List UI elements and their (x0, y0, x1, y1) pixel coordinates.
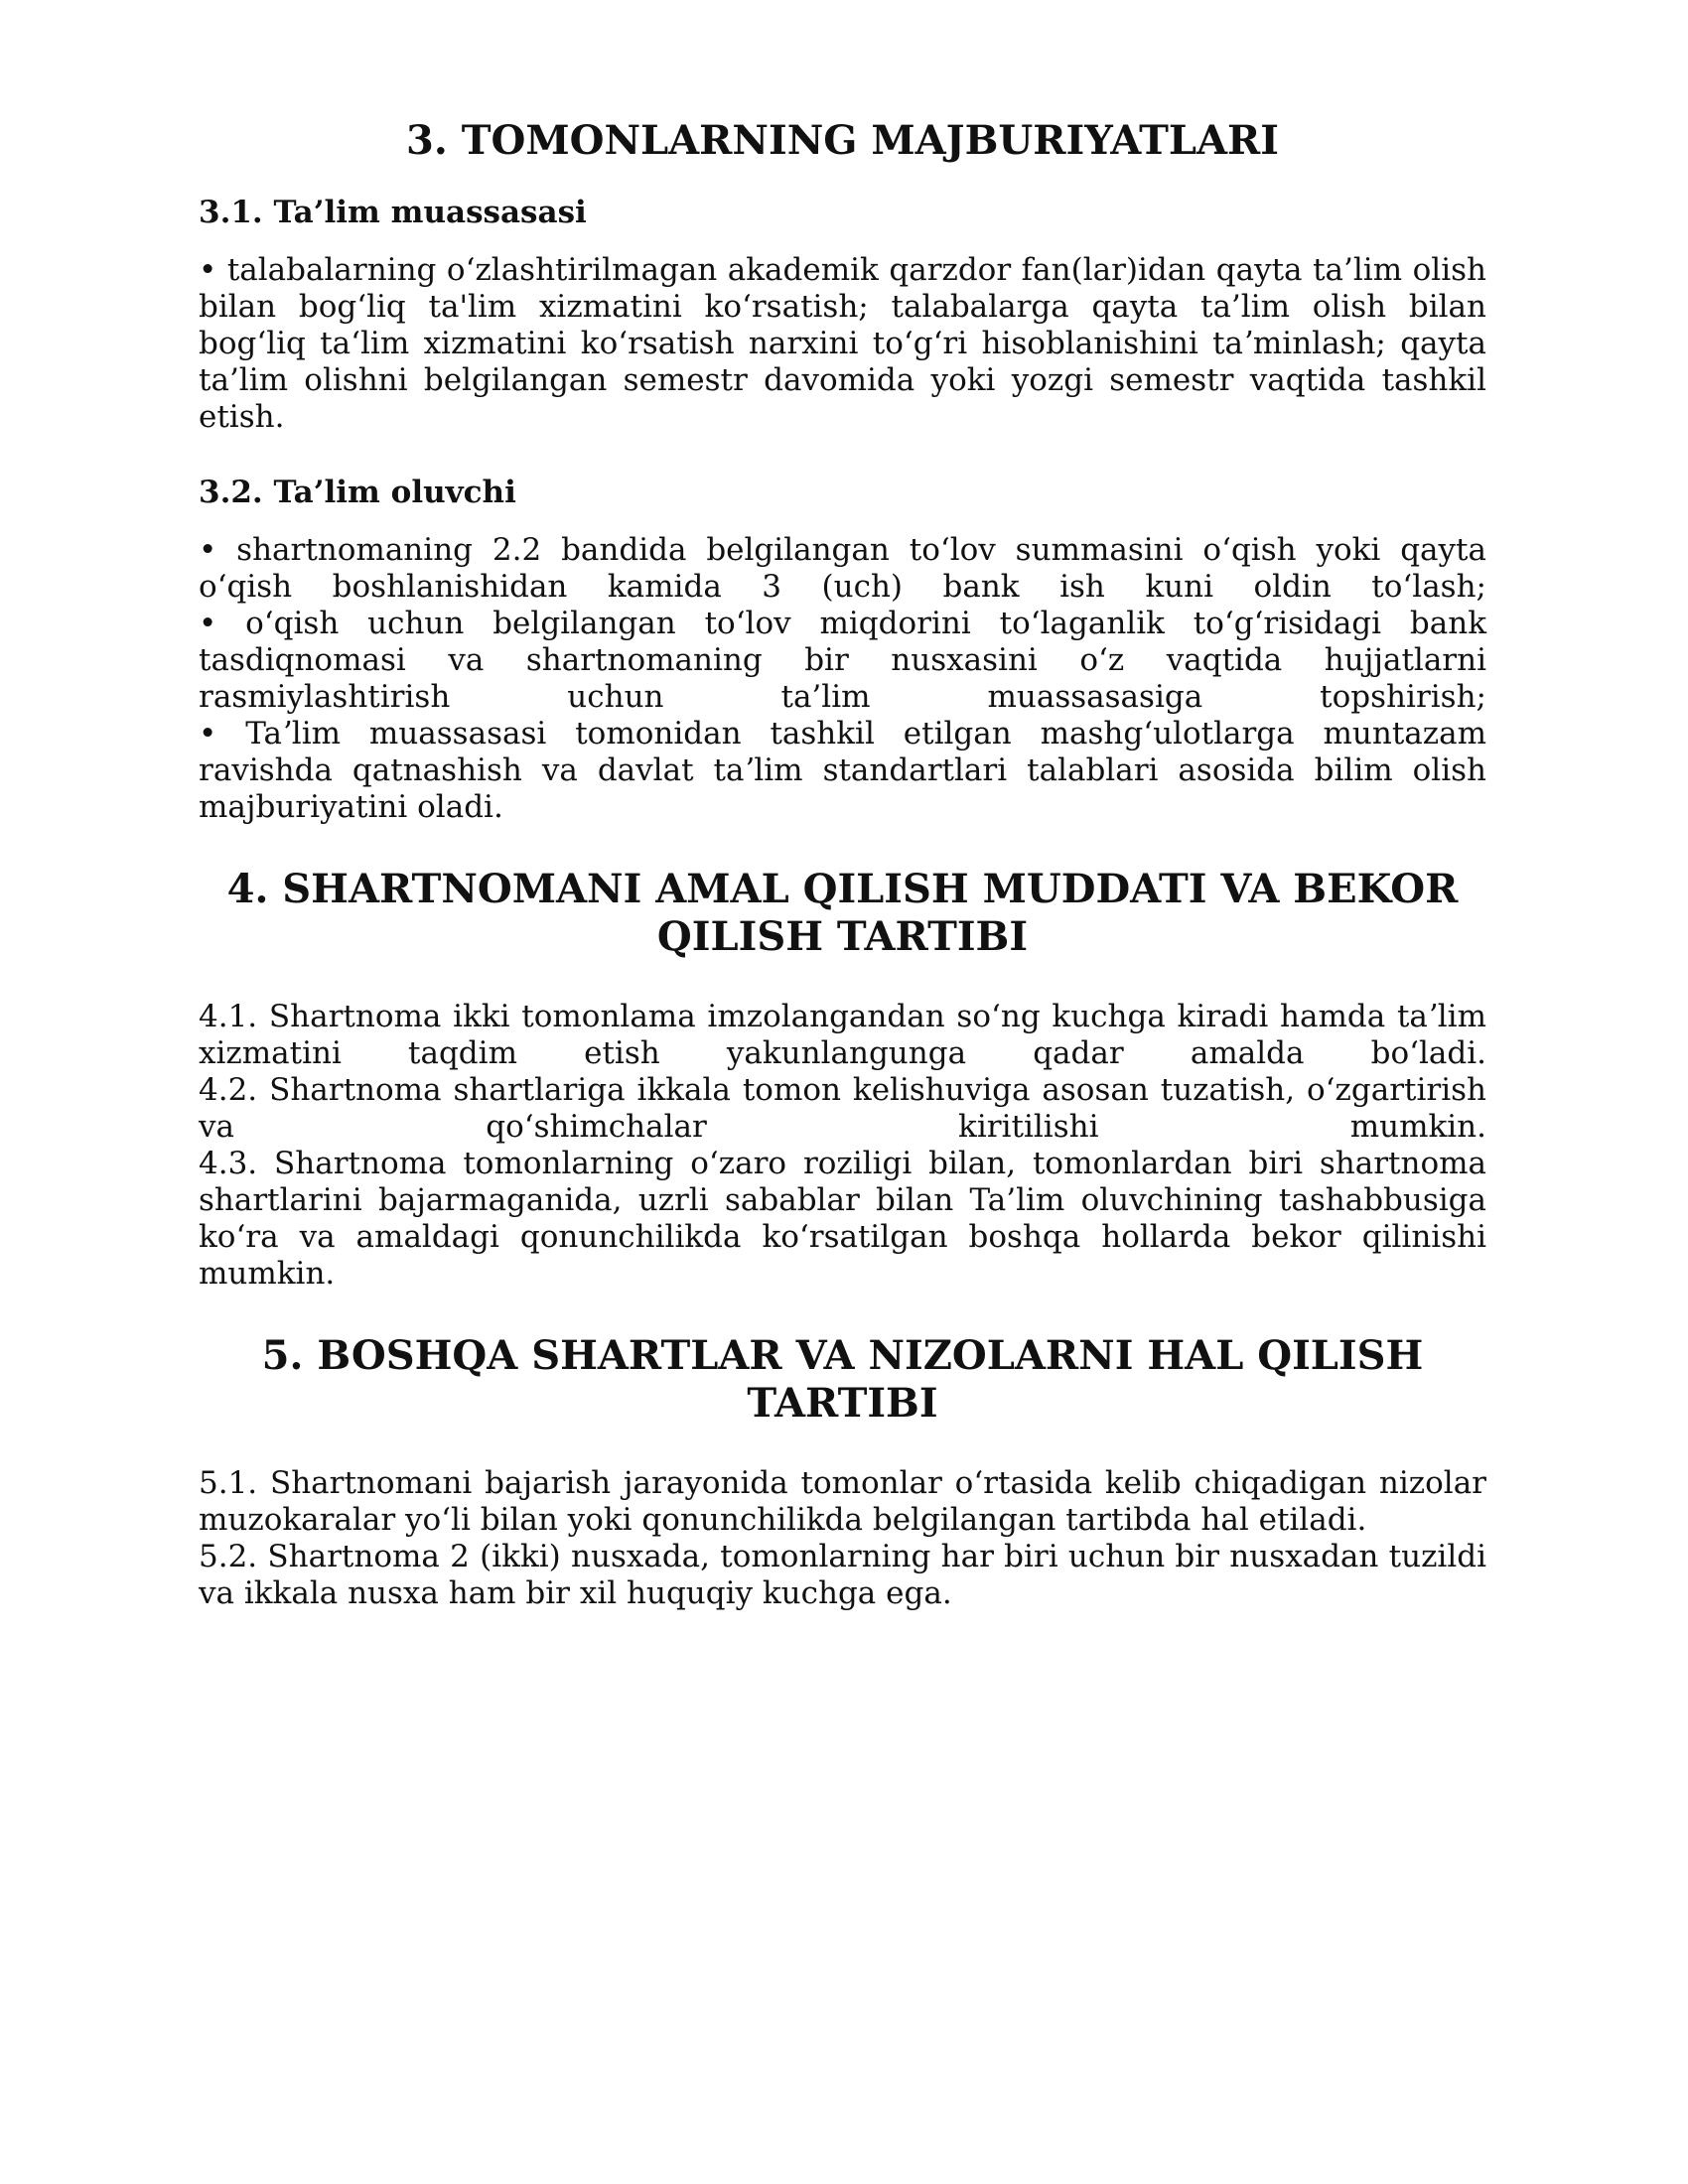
paragraph-3-2-b: • oʻqish uchun belgilangan toʻlov miqdorini toʻlaganlik toʻgʻrisidagi bank tasdiqnomasi va shartnomaning bir nusxasini oʻz vaqtida hujjatlarni rasmiylashtirish uchun ta’lim muassasasiga topshirish; (199, 606, 1486, 715)
document-page (199, 99, 1486, 1612)
paragraph-4-1: 4.1. Shartnoma ikki tomonlama imzolangandan soʻng kuchga kiradi hamda taʼlim xizmatini taqdim etish yakunlangunga qadar amalda boʻladi. (199, 999, 1486, 1071)
section-title-4: 4. SHARTNOMANI AMAL QILISH MUDDATI VA BEKOR QILISH TARTIBI (226, 866, 1459, 960)
paragraph-5-2: 5.2. Shartnoma 2 (ikki) nusxada, tomonlarning har biri uchun bir nusxadan tuzildi va ikkala nusxa ham bir xil huquqiy kuchga ega. (199, 1539, 1486, 1611)
section-title-5: 5. BOSHQA SHARTLAR VA NIZOLARNI HAL QILISH TARTIBI (261, 1332, 1424, 1427)
paragraph-3-1: • talabalarning oʻzlashtirilmagan akademik qarzdor fan(lar)idan qayta ta’lim olish bilan bogʻliq ta'lim xizmatini koʻrsatish; talabalarga qayta ta’lim olish bilan bogʻliq taʻlim xizmatini koʻrsatish narxini toʻgʻri hisoblanishini taʼminlash; qayta ta’lim olishni belgilangan semestr davomida yoki yozgi semestr vaqtida tashkil etish. (199, 252, 1486, 435)
paragraph-5-1: 5.1. Shartnomani bajarish jarayonida tomonlar oʻrtasida kelib chiqadigan nizolar muzokaralar yoʻli bilan yoki qonunchilikda belgilangan tartibda hal etiladi. (199, 1465, 1486, 1538)
paragraph-3-2-c: • Taʼlim muassasasi tomonidan tashkil etilgan mashgʻulotlarga muntazam ravishda qatnashish va davlat taʼlim standartlari talablari asosida bilim olish majburiyatini oladi. (199, 716, 1486, 825)
subsection-title-3-1: 3.1. Ta’lim muassasasi (199, 195, 587, 230)
paragraph-4-2: 4.2. Shartnoma shartlariga ikkala tomon kelishuviga asosan tuzatish, oʻzgartirish va qoʻshimchalar kiritilishi mumkin. (199, 1072, 1486, 1145)
subsection-title-3-2: 3.2. Ta’lim oluvchi (199, 475, 516, 510)
section-title-3: 3. TOMONLARNING MAJBURIYATLARI (406, 117, 1279, 164)
paragraph-3-2-a: • shartnomaning 2.2 bandida belgilangan toʻlov summasini oʻqish yoki qayta oʻqish boshlanishidan kamida 3 (uch) bank ish kuni oldin toʻlash; (199, 532, 1486, 605)
paragraph-4-3: 4.3. Shartnoma tomonlarning oʻzaro roziligi bilan, tomonlardan biri shartnoma shartlarini bajarmaganida, uzrli sabablar bilan Ta’lim oluvchining tashabbusiga koʻra va amaldagi qonunchilikda koʻrsatilgan boshqa hollarda bekor qilinishi mumkin. (199, 1146, 1486, 1292)
